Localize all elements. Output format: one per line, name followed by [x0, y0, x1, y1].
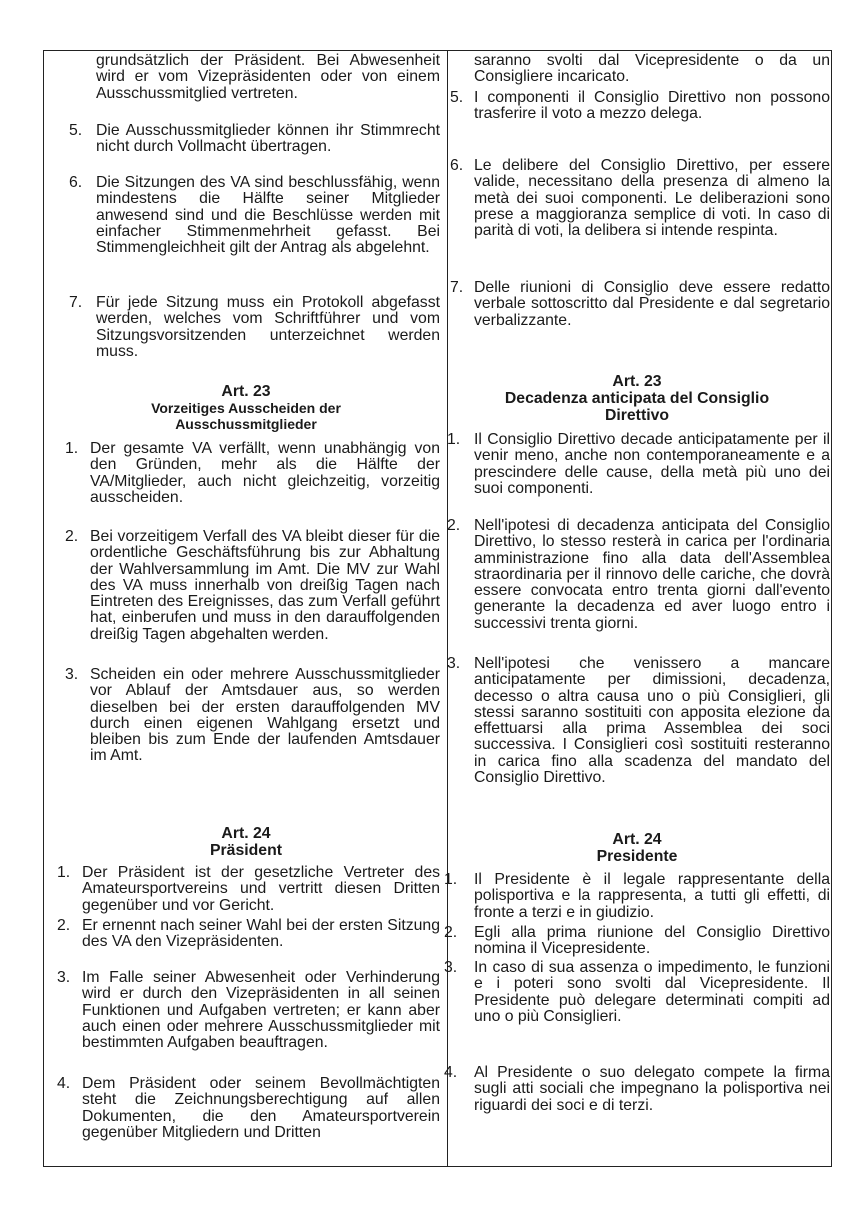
de-item-number: 1. [57, 864, 71, 881]
de-list-item [52, 865, 440, 914]
it-item-text: Nell'ipotesi di decadenza anticipata del Consiglio Direttivo, lo stesso resterà in carica per l'ordinaria amministrazione fino alla data dell'Assemblea straordinaria per il rinnovo delle cariche, che dovrà essere convocata entro trenta giorni dall'evento generante la decadenza ed aver luogo entro i successivi trenta giorni. [474, 517, 830, 632]
it-item-text: I componenti il Consiglio Direttivo non possono trasferire il voto a mezzo delega. [474, 89, 830, 123]
de-list-item [52, 175, 440, 256]
de-item-number: 2. [57, 917, 71, 934]
de-list-item [52, 441, 440, 506]
it-art24-label: Art. 24 [612, 831, 662, 848]
it-item-number: 4. [444, 1064, 458, 1081]
de-art24-title: Präsident [210, 842, 282, 859]
it-item-number: 6. [450, 157, 464, 174]
de-item-text: Im Falle seiner Abwesenheit oder Verhinderung wird er durch den Vizepräsidenten in all seinen Funktionen und Aufgaben vertreten; er kann aber auch einen oder mehrere Ausschussmitglieder mit bestimmten Aufgaben beauftragen. [82, 969, 440, 1052]
it-item-number: 3. [447, 655, 461, 672]
it-item-number: 1. [447, 431, 461, 448]
it-item-number: 5. [450, 89, 464, 106]
it-list-item [444, 872, 830, 921]
de-list-item [52, 667, 440, 765]
de-item-text: Bei vorzeitigem Verfall des VA bleibt dieser für die ordentliche Geschäftsführung bis zur Abhaltung der Wahlversammlung im Amt. Die MV zur Wahl des VA muss innerhalb von dreißig Tagen nach Eintreten des Ereignisses, das zum Verfall geführt hat, einberufen und muss in den darauffolgenden dreißig Tagen abgehalten werden. [90, 528, 440, 643]
de-item-number: 1. [65, 440, 79, 457]
de-item-number: 5. [69, 122, 83, 139]
de-art23-title: Vorzeitiges Ausscheiden der Ausschussmitglieder [151, 400, 341, 432]
statute-table [43, 50, 832, 1167]
it-item-text: Delle riunioni di Consiglio deve essere redatto verbale sottoscritto dal Presidente e dal segretario verbalizzante. [474, 279, 830, 329]
it-list-item [444, 960, 830, 1025]
de-item-number: 2. [65, 528, 79, 545]
it-item-text: Il Consiglio Direttivo decade anticipatamente per il venir meno, anche non contemporaneamente e a prescindere delle cause, della metà più uno dei suoi componenti. [474, 431, 830, 497]
it-item-text: In caso di sua assenza o impedimento, le funzioni e i poteri sono svolti dal Vicepresidente. Il Presidente può delegare determinati compiti ad uno o più Consiglieri. [474, 959, 830, 1025]
it-art24-title: Presidente [596, 848, 678, 865]
it-list-item [444, 280, 830, 329]
de-item-number: 6. [69, 174, 83, 191]
de-list-item [52, 970, 440, 1051]
de-item-text: Die Sitzungen des VA sind beschlussfähig, wenn mindestens die Hälfte seiner Mitglieder anwesend sind und die Beschlüsse werden mit einfacher Stimmenmehrheit gefasst. Bei Stimmengleichheit gilt der Antrag als abgelehnt. [96, 174, 440, 257]
de-list-item [52, 123, 440, 156]
de-list-item [52, 529, 440, 643]
it-item-number: 2. [444, 924, 458, 941]
it-art23-title: Decadenza anticipata del Consiglio Direttivo [504, 390, 770, 424]
it-item-text: Le delibere del Consiglio Direttivo, per essere valide, necessitano della presenza di almeno la metà dei suoi componenti. Le deliberazioni sono prese a maggioranza semplice di voti. In caso di parità di voti, la delibera si intende respinta. [474, 157, 830, 240]
de-item-text: Dem Präsident oder seinem Bevollmächtigten steht die Zeichnungsberechtigung auf allen Dokumenten, die den Amateursportverein gegenüber Mitgliedern und Dritten [82, 1075, 440, 1141]
de-item-text: Der Präsident ist der gesetzliche Vertreter des Amateursportvereins und vertritt diesen Dritten gegenüber und vor Gericht. [82, 864, 440, 914]
it-intro-text: saranno svolti dal Vicepresidente o da un Consigliere incaricato. [474, 52, 830, 86]
it-item-text: Nell'ipotesi che venissero a mancare anticipatamente per dimissioni, decadenza, decesso o altra causa uno o più Consiglieri, gli stessi saranno sostituiti con apposita elezione da effettuarsi alla prima Assemblea dei soci successiva. I Consiglieri così sostituiti resteranno in carica fino alla scadenza del mandato del Consiglio Direttivo. [474, 655, 830, 787]
de-list-item [52, 1076, 440, 1141]
de-list-item [52, 918, 440, 951]
de-item-text: Er ernennt nach seiner Wahl bei der ersten Sitzung des VA den Vizepräsidenten. [82, 917, 440, 951]
de-art24-label: Art. 24 [221, 825, 271, 842]
italian-column [444, 51, 830, 1166]
de-item-text: Die Ausschussmitglieder können ihr Stimmrecht nicht durch Vollmacht übertragen. [96, 122, 440, 156]
de-item-text: Scheiden ein oder mehrere Ausschussmitglieder vor Ablauf der Amtsdauer aus, so werden dieselben bei der ersten darauffolgenden MV durch einen eigenen Wahlgang ersetzt und bleiben bis zum Ende der laufenden Amtsdauer im Amt. [90, 666, 440, 765]
it-item-text: Egli alla prima riunione del Consiglio Direttivo nomina il Vicepresidente. [474, 924, 830, 958]
it-item-number: 7. [450, 279, 464, 296]
it-item-number: 1. [444, 871, 458, 888]
it-art23-label: Art. 23 [612, 373, 662, 390]
it-item-text: Al Presidente o suo delegato compete la firma sugli atti sociali che impegnano la polisportiva nei riguardi dei soci e di terzi. [474, 1064, 830, 1114]
it-list-item [444, 158, 830, 239]
de-item-number: 4. [57, 1075, 71, 1092]
de-art23-heading [52, 383, 440, 432]
de-intro-text: grundsätzlich der Präsident. Bei Abwesenheit wird er vom Vizepräsidenten oder von einem Ausschussmitglied vertreten. [96, 52, 440, 102]
de-art23-label: Art. 23 [221, 383, 271, 400]
de-item-number: 3. [65, 666, 79, 683]
it-item-text: Il Presidente è il legale rappresentante della polisportiva e la rappresenta, a tutti gli effetti, di fronte a terzi e in giudizio. [474, 871, 830, 921]
de-item-text: Der gesamte VA verfällt, wenn unabhängig von den Gründen, mehr als die Hälfte der VA/Mitglieder, auch nicht gleichzeitig, vorzeitig ausscheiden. [90, 440, 440, 506]
it-item-number: 3. [444, 959, 458, 976]
de-list-item [52, 295, 440, 360]
it-list-item [444, 656, 830, 786]
it-list-item [444, 518, 830, 632]
de-item-number: 7. [69, 294, 83, 311]
it-list-item [444, 925, 830, 958]
it-art24-heading [444, 831, 830, 865]
german-column [52, 51, 440, 1166]
it-list-item [444, 90, 830, 123]
it-list-item [444, 432, 830, 497]
it-list-item [444, 1065, 830, 1114]
it-item-number: 2. [447, 517, 461, 534]
it-art23-heading [444, 373, 830, 424]
de-item-number: 3. [57, 969, 71, 986]
de-art24-heading [52, 825, 440, 859]
de-item-text: Für jede Sitzung muss ein Protokoll abgefasst werden, welches vom Schriftführer und vom Sitzungsvorsitzenden unterzeichnet werden muss. [96, 294, 440, 360]
